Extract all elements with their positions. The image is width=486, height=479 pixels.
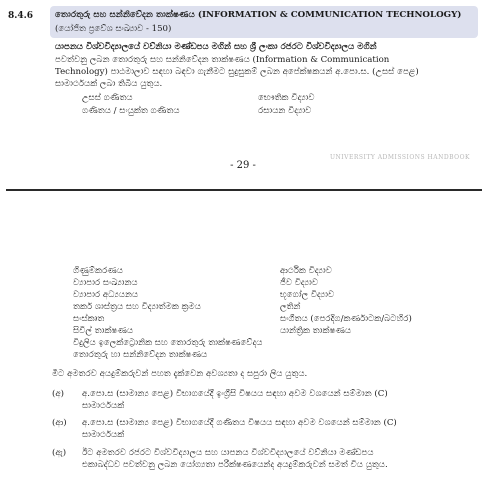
subject-bottom-right-1: ආර්ථික විද්‍යාව: [280, 266, 332, 276]
subject-bottom-left-1: ගිණුම්කරණය: [73, 266, 123, 276]
requirement-label-a: (අ): [52, 389, 64, 399]
intro-line-4: සාමාර්ථයක් ලබා තිබිය යුතුය.: [55, 79, 163, 89]
subject-bottom-left-6: සිවිල් තාක්ෂණය: [73, 326, 134, 336]
requirement-c-line-2: එකාබද්ධව පවත්වනු ලබන යෝග්‍යතා පරීක්ෂණයෙන්ද අයදුම්කරුවන් සමත් විය යුතුය.: [82, 460, 388, 470]
requirement-a-line-2: සාමාර්ථයක්: [82, 401, 125, 411]
section-subtitle: (යෝජිත ප්‍රවේශ සංඛ්‍යාව - 150): [55, 24, 172, 34]
subject-top-right-1: භෞතික විද්‍යාව: [258, 93, 315, 103]
subject-top-left-1: උසස් ගණිතය: [82, 93, 133, 103]
requirement-a-line-1: අ.පො.ස (සාමාන්‍ය පෙළ) විභාගයේදී ඉංග්‍රීසි විෂයය සඳහා අවම වශයෙන් සම්මාන (C): [82, 389, 388, 399]
watermark: UNIVERSITY ADMISSIONS HANDBOOK: [329, 154, 470, 161]
page-number: - 29 -: [230, 160, 256, 171]
subject-bottom-right-2: ජීව විද්‍යාව: [280, 278, 319, 288]
requirement-label-c: (ඇ): [52, 448, 67, 458]
subject-bottom-left-3: ව්‍යාපාර අධ්‍යයනය: [73, 290, 139, 300]
requirement-b-line-1: අ.පො.ස (සාමාන්‍ය පෙළ) විභාගයේදී ගණිතය විෂයය සඳහා අවම වශයෙන් සම්මාන (C): [82, 418, 397, 428]
subject-bottom-left-7: විදුලිය ඉලෙක්ට්‍රොනික සහ තොරතුරු තාක්ෂණවේදය: [73, 338, 263, 348]
requirement-label-b: (ආ): [52, 418, 67, 428]
subject-bottom-right-4: ලතින්: [280, 302, 301, 312]
subject-bottom-right-3: භූගෝල විද්‍යාව: [280, 290, 335, 300]
page-divider: [6, 189, 482, 191]
subject-top-left-2: ගණිතය / සංයුක්ත ගණිතය: [82, 106, 180, 116]
requirement-b-line-2: සාමාර්ථයක්: [82, 430, 125, 440]
intro-line-3: Technology) පාඨමාලාව සඳහා බඳවා ගැනීමට සුදුසුකම් ලබන අපේක්ෂකයන් අ.පො.ස. (උසස් පෙළ): [55, 67, 419, 77]
intro-line-1: යාපනය විශ්වවිද්‍යාලයේ වව්නියා මණ්ඩපය මගින් සහ ශ්‍රී ලංකා රජරට විශ්වවිද්‍යාලය මගින්: [55, 42, 377, 52]
subject-bottom-right-6: යාන්ත්‍රික තාක්ෂණය: [280, 326, 352, 336]
subject-bottom-left-8: තොරතුරු හා සන්නිවේදන තාක්ෂණය: [73, 350, 208, 360]
section-title: තොරතුරු සහ සන්නිවේදන තාක්ෂණය (INFORMATION & COMMUNICATION TECHNOLOGY): [55, 10, 462, 20]
subject-bottom-left-2: ව්‍යාපාර සංඛ්‍යානය: [73, 278, 138, 288]
requirement-c-line-1: ඊට අමතරව රජරට විශ්වවිද්‍යාලය සහ යාපනය විශ්වවිද්‍යාලයේ වව්නියා මණ්ඩපය: [82, 448, 374, 458]
subject-top-right-2: රසායන විද්‍යාව: [258, 106, 312, 116]
intro-line-2: පවත්වනු ලබන තොරතුරු සහ සන්නිවේදන තාක්ෂණය (Information & Communication: [55, 55, 390, 65]
subject-bottom-left-4: තර්ක ශාස්ත්‍රය සහ විද්‍යාත්මක ක්‍රමය: [73, 302, 201, 312]
subject-bottom-right-5: සංගීතය (පෙරදිග/කර්ණාටක/බටහිර): [280, 314, 412, 324]
requirements-intro: මීට අමතරව අයදුම්කරුවන් පහත දැක්වෙන අවශ්‍යතා ද සපුරා ලිය යුතුය.: [52, 369, 308, 379]
section-number: 8.4.6: [8, 11, 34, 21]
subject-bottom-left-5: සංස්කෘත: [73, 314, 105, 324]
